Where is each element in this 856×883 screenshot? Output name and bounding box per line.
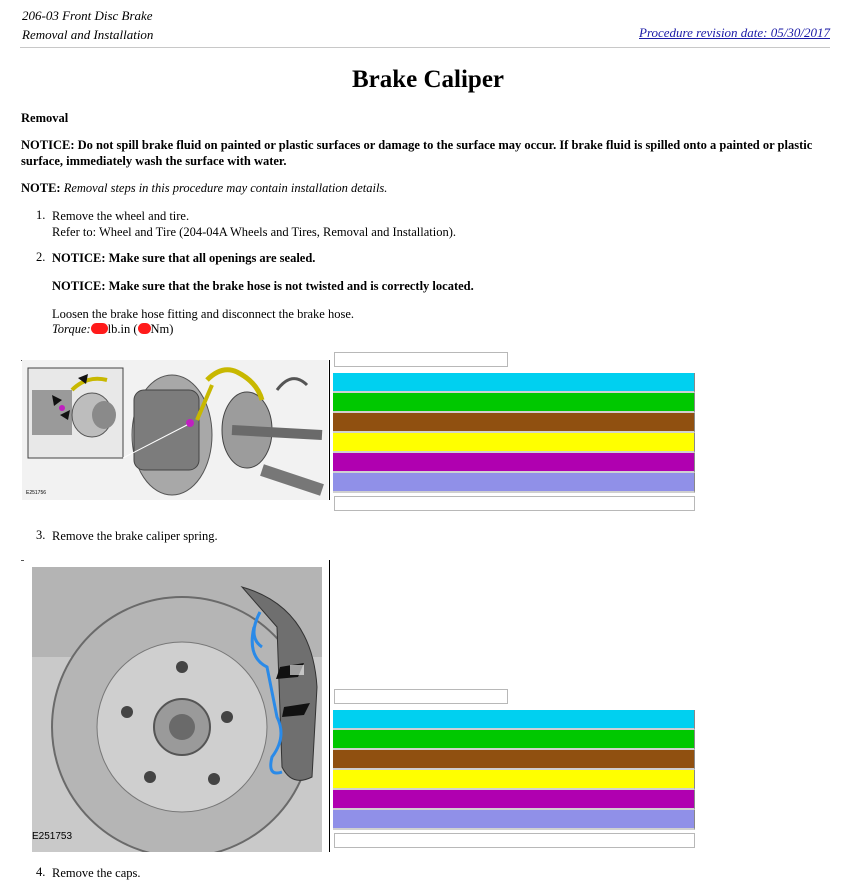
figure-brake-hose bbox=[22, 360, 328, 500]
subsection-title: Removal and Installation bbox=[22, 27, 154, 42]
legend-swatch-green bbox=[333, 393, 695, 413]
step-text: Remove the wheel and tire. bbox=[52, 209, 190, 223]
torque-unit-nm: Nm) bbox=[150, 322, 174, 336]
color-legend bbox=[333, 710, 695, 830]
step-text: Loosen the brake hose fitting and disconnect the brake hose. bbox=[52, 307, 354, 321]
note-text: Removal steps in this procedure may contain installation details. bbox=[63, 181, 388, 195]
step-number: 2. bbox=[36, 250, 46, 264]
step-number: 1. bbox=[36, 208, 46, 222]
step-text: Remove the brake caliper spring. bbox=[52, 529, 218, 543]
legend-title-box bbox=[334, 352, 508, 367]
document-header bbox=[22, 6, 153, 44]
notice-label: NOTICE: bbox=[21, 138, 75, 152]
figure-caliper-spring bbox=[32, 567, 322, 852]
color-legend bbox=[333, 373, 695, 493]
figure-id: E251753 bbox=[32, 831, 73, 842]
figure-divider bbox=[329, 360, 330, 500]
redacted-value bbox=[138, 323, 151, 334]
torque-label: Torque: bbox=[52, 322, 91, 336]
step-1 bbox=[52, 208, 456, 240]
legend-swatch-purple bbox=[333, 453, 695, 473]
step-number: 3. bbox=[36, 528, 46, 542]
legend-swatch-cyan bbox=[333, 710, 695, 730]
header-divider bbox=[20, 47, 830, 48]
redacted-value bbox=[91, 323, 108, 334]
note-label: NOTE: bbox=[21, 181, 61, 195]
figure-marker bbox=[21, 560, 24, 561]
brake-hose-illustration bbox=[22, 360, 328, 500]
legend-title-box bbox=[334, 689, 508, 704]
legend-swatch-brown bbox=[333, 750, 695, 770]
notice-text: Do not spill brake fluid on painted or plastic surfaces or damage to the surface may occur. If brake fluid is spilled onto a painted or plastic surface, immediately wash the surface with water. bbox=[21, 138, 813, 168]
legend-swatch-yellow bbox=[333, 433, 695, 453]
revision-date-link[interactable]: Procedure revision date: 05/30/2017 bbox=[639, 25, 830, 40]
torque-spec bbox=[52, 321, 173, 337]
step-number: 4. bbox=[36, 865, 46, 879]
legend-swatch-yellow bbox=[333, 770, 695, 790]
legend-swatch-lavender bbox=[333, 810, 695, 830]
torque-unit-lbin: lb.in ( bbox=[107, 322, 138, 336]
legend-swatch-lavender bbox=[333, 473, 695, 493]
legend-caption-box bbox=[334, 496, 695, 511]
section-title: 206-03 Front Disc Brake bbox=[22, 8, 153, 23]
legend-caption-box bbox=[334, 833, 695, 848]
notice-brake-fluid bbox=[21, 137, 831, 169]
figure-divider bbox=[329, 560, 330, 852]
step-reference-link[interactable]: Refer to: Wheel and Tire (204-04A Wheels and Tires, Removal and Installation). bbox=[52, 225, 456, 239]
legend-swatch-cyan bbox=[333, 373, 695, 393]
legend-swatch-purple bbox=[333, 790, 695, 810]
notice-openings-sealed: NOTICE: Make sure that all openings are sealed. bbox=[52, 251, 316, 265]
removal-heading: Removal bbox=[21, 111, 69, 125]
figure-id: E251756 bbox=[26, 490, 47, 496]
removal-note bbox=[21, 180, 387, 196]
step-text: Remove the caps. bbox=[52, 866, 141, 880]
page-title: Brake Caliper bbox=[351, 66, 505, 93]
legend-swatch-brown bbox=[333, 413, 695, 433]
caliper-spring-illustration bbox=[32, 567, 322, 852]
notice-hose-not-twisted: NOTICE: Make sure that the brake hose is not twisted and is correctly located. bbox=[52, 279, 474, 293]
legend-swatch-green bbox=[333, 730, 695, 750]
